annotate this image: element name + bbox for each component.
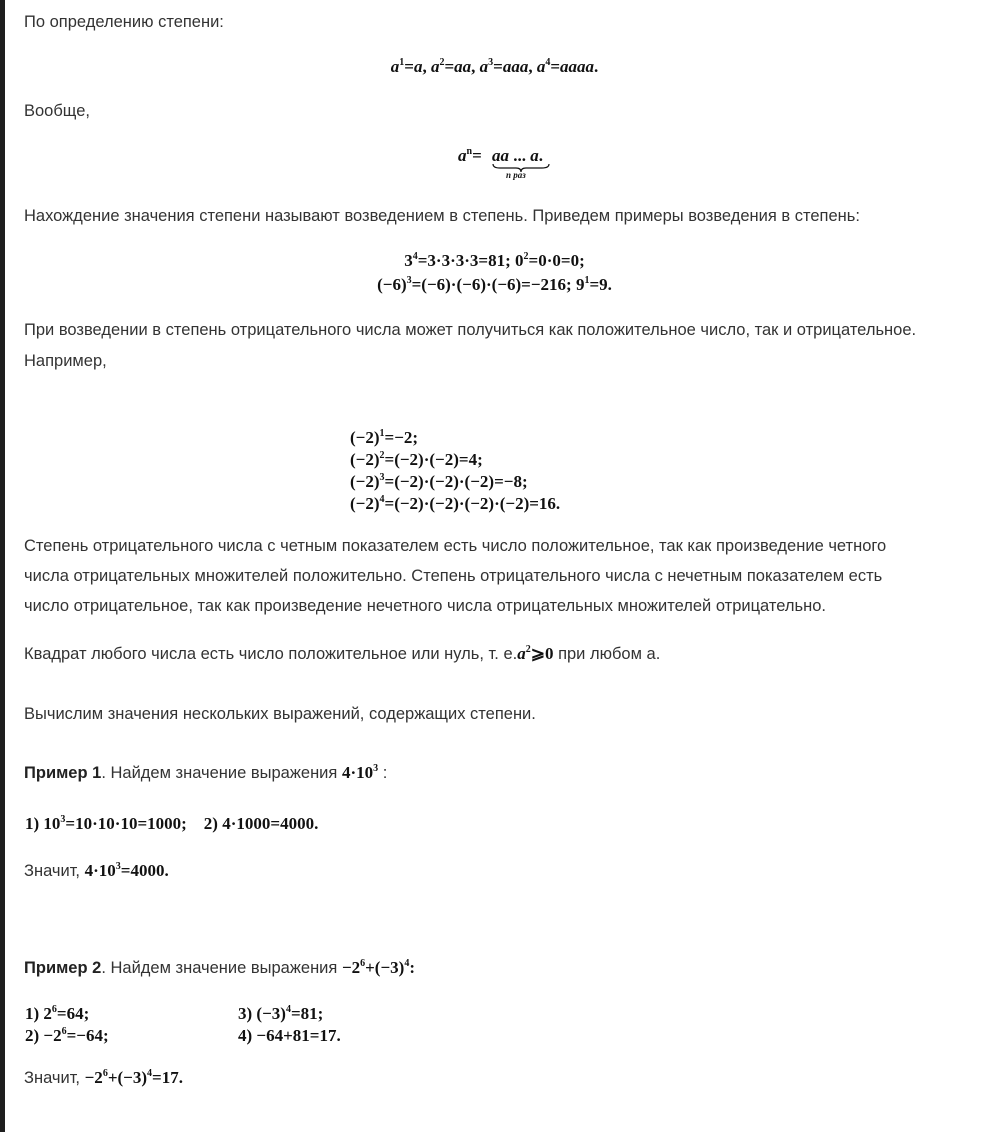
formula-example-2-steps-right [238, 1003, 341, 1047]
paragraph-negative-power-a: При возведении в степень отрицательного числа может получиться как положительное число, так и отрицательное. [24, 321, 917, 339]
square-rule-text-start: Квадрат любого числа есть число положительное или нуль, т. е. [24, 645, 518, 663]
example-1-label: Пример 1 [24, 764, 102, 782]
step-2-label: 2) [25, 1026, 40, 1045]
example-2-result-prefix: Значит, [24, 1069, 81, 1087]
formula-neg-line4: $(-2)^4=(-2)\cdot(-2)\cdot(-2)\cdot(-2)=16$. [350, 494, 561, 513]
formula-square-nonnegative: $a^2⩾0$ [517, 644, 554, 663]
paragraph-sign-rule-c: число отрицательное, так как произведение нечетного числа отрицательных множителей отрицательно. [24, 597, 826, 615]
formula-example-2-expression: $-2^6+(-3)^4$: [341, 958, 415, 977]
formula-example-1-result: $4\cdot 10^3=4000$. [84, 861, 169, 880]
example-2-text: . Найдем значение выражения [101, 959, 338, 977]
paragraph-generally: Вообще, [24, 102, 90, 120]
example-1-result-prefix: Значит, [24, 862, 81, 880]
example-2-step-2: $2) -2^6=-64$; [25, 1026, 109, 1045]
left-edge-bar [0, 0, 5, 1132]
paragraph-exponentiation: Нахождение значения степени называют возведением в степень. Приведем примеры возведения в степень: [24, 207, 860, 225]
example-2-result [24, 1063, 183, 1093]
step-2-label: 2) [203, 814, 218, 833]
example-1-heading: Пример 1. Найдем значение выражения $4\cdot 10^3$ : [24, 763, 388, 782]
formula-examples-line1: $3^4=3\cdot 3\cdot 3\cdot 3=81$; $0^2=0\cdot 0=0$; [404, 251, 585, 270]
step-4-label: 4) [238, 1026, 253, 1045]
example-2-step-1: 1) $2^6=64$; [25, 1004, 90, 1023]
paragraph-definition: По определению степени: [24, 13, 224, 31]
formula-neg-line2: $(-2)^2=(-2)\cdot(-2)=4$; [350, 450, 483, 469]
formula-example-2-steps-left [25, 1003, 109, 1047]
paragraph-negative-power-b: Например, [24, 352, 107, 370]
paragraph-sign-rule-b: числа отрицательных множителей положительно. Степень отрицательного числа с нечетным показателем есть [24, 567, 883, 585]
formula-example-1-expression: $4\cdot 10^3$ [341, 763, 379, 782]
example-1-result [24, 856, 169, 886]
formula-general-power: $a^n=$ aa ... a. n раз [458, 146, 578, 186]
square-rule-text-end: при любом а. [558, 645, 661, 663]
formula-negative-powers [350, 427, 560, 515]
formula-power-definition: $a^1=a$, $a^2=aa$, $a^3=aaa$, $a^4=aaaa$. [390, 57, 599, 76]
step-1-label: 1) [25, 814, 40, 833]
example-2-label: Пример 2 [24, 959, 102, 977]
example-2-step-4: 4) −64+81=17. [238, 1026, 341, 1045]
formula-neg-line3: $(-2)^3=(-2)\cdot(-2)\cdot(-2)=-8$; [350, 472, 528, 491]
formula-examples-line2: $(-6)^3=(-6)\cdot(-6)\cdot(-6)=-216$; $9^1=9$. [377, 275, 612, 294]
example-2-heading [24, 953, 415, 983]
formula-neg-line1: $(-2)^1=-2$; [350, 428, 419, 447]
paragraph-evaluate-intro: Вычислим значения нескольких выражений, содержащих степени. [24, 705, 536, 723]
example-2-step-3: 3) $(-3)^4=81$; [238, 1004, 324, 1023]
paragraph-square-rule [24, 639, 660, 669]
formula-example-1-steps: 1) $10^3=10\cdot 10\cdot 10=1000$; 2) 4·1000=4000. [25, 814, 319, 833]
step-1-label: 1) [25, 1004, 40, 1023]
formula-example-2-result: $-2^6+(-3)^4=17$. [84, 1068, 183, 1087]
step-3-label: 3) [238, 1004, 253, 1023]
paragraph-sign-rule-a: Степень отрицательного числа с четным показателем есть число положительное, так как произведение четного [24, 537, 887, 555]
underbrace-label: n раз [506, 170, 526, 180]
example-1-text: . Найдем значение выражения [101, 764, 338, 782]
